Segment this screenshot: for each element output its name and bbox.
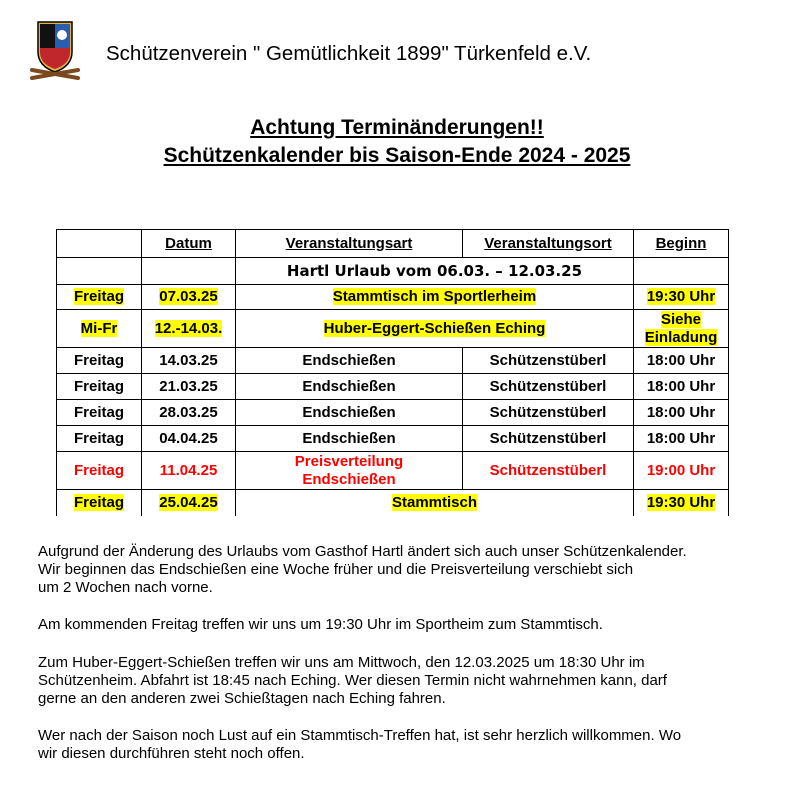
- header-cell-event: Veranstaltungsart: [236, 230, 463, 258]
- table-row-award-ceremony: Freitag 11.04.25 Preisverteilung Endschießen Schützenstüberl 19:00 Uhr: [57, 452, 729, 490]
- paragraph-stammtisch: Am kommenden Freitag treffen wir uns um 19:30 Uhr im Sportheim zum Stammtisch.: [38, 616, 603, 633]
- table-row: Freitag 07.03.25 Stammtisch im Sportlerheim 19:30 Uhr: [57, 285, 729, 310]
- paragraph-huber-eggert: Zum Huber-Eggert-Schießen treffen wir uns am Mittwoch, den 12.03.2025 um 18:30 Uhr im Schützenheim. Abfahrt ist 18:45 nach Eching. Wer diesen Termin nicht wahrnehmen kann, darf gerne an den anderen zwei Schießtagen nach Eching fahren.: [38, 654, 667, 707]
- vacation-note-row: [57, 258, 729, 285]
- table-row: Freitag 14.03.25 Endschießen Schützenstüberl 18:00 Uhr: [57, 348, 729, 374]
- table-row: Freitag 28.03.25 Endschießen Schützenstüberl 18:00 Uhr: [57, 400, 729, 426]
- headline-changes: Achtung Terminänderungen!!: [250, 116, 544, 139]
- header-cell-place: Veranstaltungsort: [463, 230, 634, 258]
- header-cell-day: [57, 230, 142, 258]
- table-header-row: [57, 230, 729, 258]
- vacation-note: Hartl Urlaub vom 06.03. – 12.03.25: [236, 258, 634, 285]
- paragraph-calendar-change: Aufgrund der Änderung des Urlaubs vom Gasthof Hartl ändert sich auch unser Schützenkalender. Wir beginnen das Endschießen eine Woche früher und die Preisverteilung verschiebt sich um 2 Wochen nach vorne.: [38, 543, 687, 596]
- paragraph-season-end: Wer nach der Saison noch Lust auf ein Stammtisch-Treffen hat, ist sehr herzlich willkommen. Wo wir diesen durchführen steht noch offen.: [38, 727, 682, 762]
- table-row: Freitag 21.03.25 Endschießen Schützenstüberl 18:00 Uhr: [57, 374, 729, 400]
- table-row: Mi-Fr 12.-14.03. Huber-Eggert-Schießen Eching Siehe Einladung: [57, 310, 729, 348]
- event-calendar-table: [56, 229, 729, 516]
- table-row: Freitag 04.04.25 Endschießen Schützenstüberl 18:00 Uhr: [57, 426, 729, 452]
- table-row: Freitag 25.04.25 Stammtisch 19:30 Uhr: [57, 490, 729, 516]
- club-name: Schützenverein " Gemütlichkeit 1899" Türkenfeld e.V.: [106, 42, 592, 65]
- header-cell-date: Datum: [142, 230, 236, 258]
- club-crest-icon: [30, 18, 80, 82]
- header-cell-time: Beginn: [634, 230, 729, 258]
- headline-calendar: Schützenkalender bis Saison-Ende 2024 - 2025: [163, 144, 631, 167]
